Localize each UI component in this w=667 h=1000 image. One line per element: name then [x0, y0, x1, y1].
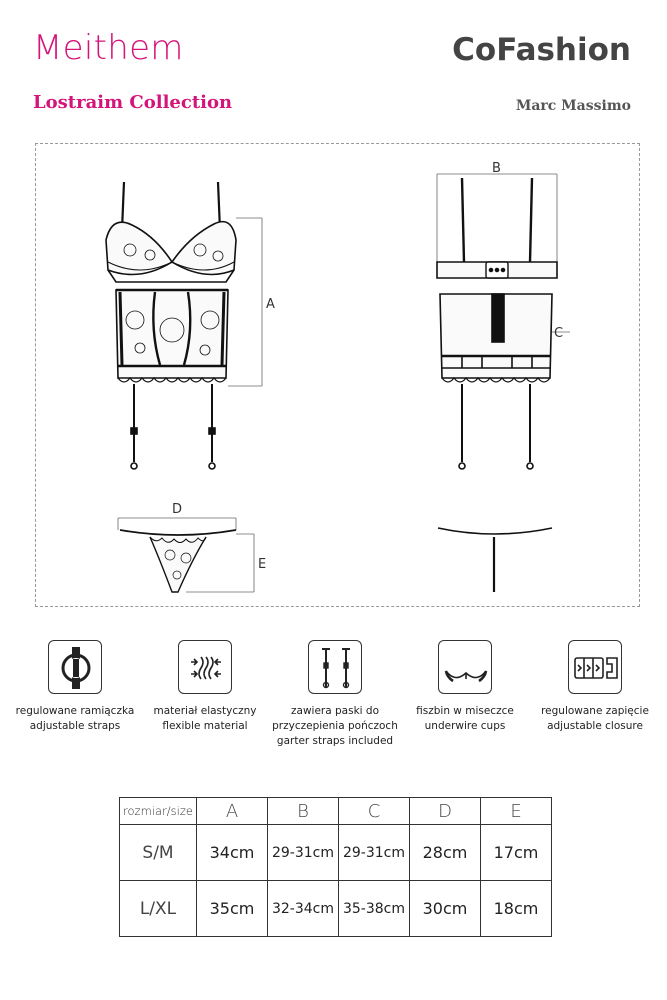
header-col-e: E [481, 798, 552, 825]
feature-text-line: underwire cups [424, 720, 506, 732]
value-cell: 29-31cm [268, 825, 339, 881]
header-col-a: A [197, 798, 268, 825]
header-col-c: C [339, 798, 410, 825]
value-cell: 35cm [197, 881, 268, 937]
feature-text-line: fiszbin w miseczce [416, 705, 514, 717]
feature-text-line: flexible material [162, 720, 248, 732]
value-cell: 18cm [481, 881, 552, 937]
table-row [120, 881, 552, 937]
garter-straps-icon [308, 640, 362, 694]
adjustable-strap-icon [48, 640, 102, 694]
feature-text-line: regulowane zapięcie [541, 705, 649, 717]
brand-right: CoFashion [452, 32, 631, 68]
feature-text-line: materiał elastyczny [153, 705, 257, 717]
value-cell: 35-38cm [339, 881, 410, 937]
feature-flexible-material [140, 640, 270, 734]
size-table-header [120, 798, 552, 825]
feature-garter-straps [270, 640, 400, 749]
size-table [119, 797, 552, 937]
feature-text-line: garter straps included [276, 735, 394, 747]
value-cell: 17cm [481, 825, 552, 881]
adjustable-closure-icon [568, 640, 622, 694]
feature-text-line: adjustable closure [547, 720, 643, 732]
value-cell: 30cm [410, 881, 481, 937]
feature-text-line: adjustable straps [29, 720, 121, 732]
brand-left: Meithem [33, 28, 184, 68]
header-size-label: rozmiar/size [120, 798, 197, 825]
value-cell: 32-34cm [268, 881, 339, 937]
feature-adjustable-straps [10, 640, 140, 734]
feature-text-line: przyczepienia pończoch [272, 720, 398, 732]
label-b: B [492, 161, 501, 176]
feature-underwire-cups [400, 640, 530, 734]
features-row [0, 640, 667, 760]
designer-name: Marc Massimo [515, 98, 631, 114]
thong-back [438, 528, 552, 592]
header-col-b: B [268, 798, 339, 825]
label-d: D [172, 502, 183, 517]
label-c: C [554, 326, 564, 341]
label-e: E [258, 557, 267, 572]
size-cell: L/XL [120, 881, 197, 937]
corset-front [106, 182, 236, 469]
feature-adjustable-closure [530, 640, 660, 734]
feature-text-line: zawiera paski do [291, 705, 379, 717]
value-cell: 28cm [410, 825, 481, 881]
table-row [120, 825, 552, 881]
value-cell: 34cm [197, 825, 268, 881]
collection-title: Lostraim Collection [33, 92, 233, 113]
label-a: A [266, 297, 275, 312]
value-cell: 29-31cm [339, 825, 410, 881]
underwire-cups-icon [438, 640, 492, 694]
size-cell: S/M [120, 825, 197, 881]
elastic-material-icon [178, 640, 232, 694]
feature-text-line: regulowane ramiączka [15, 705, 135, 717]
thong-front [118, 518, 236, 592]
header-col-d: D [410, 798, 481, 825]
corset-back [437, 174, 557, 469]
